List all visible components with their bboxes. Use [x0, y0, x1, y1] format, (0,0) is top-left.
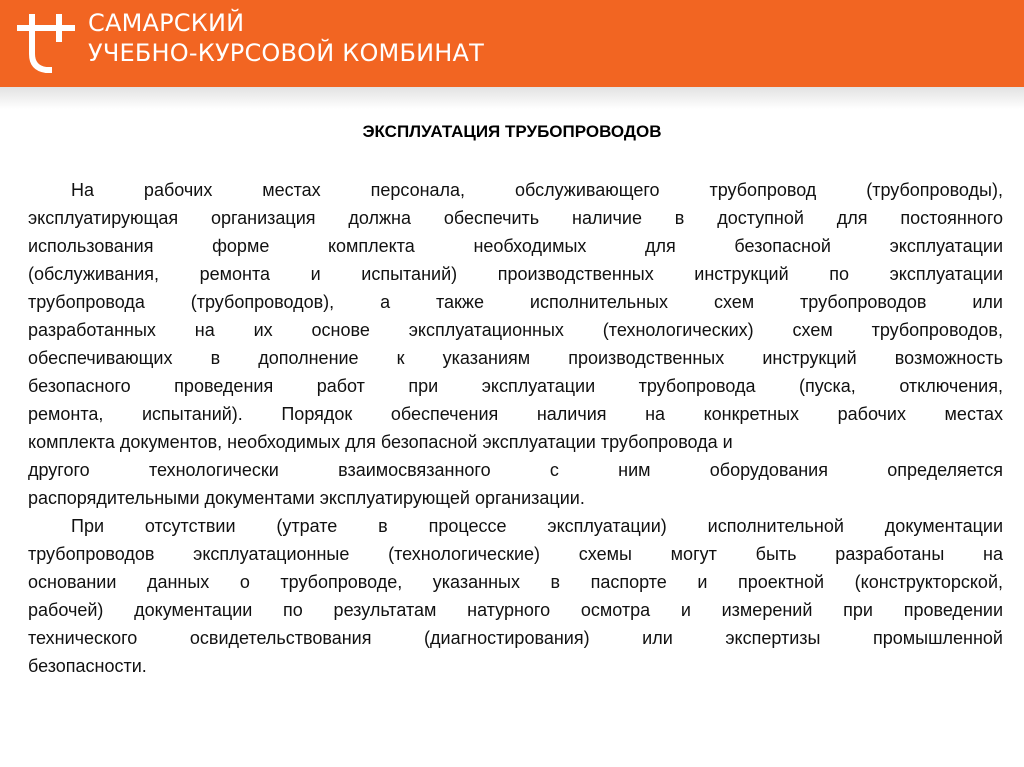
brand-name — [88, 8, 484, 68]
text-line: При отсутствии (утрате в процессе эксплуатации) исполнительной документации — [71, 516, 1003, 536]
body-text — [28, 176, 1003, 680]
header-bar — [0, 0, 1024, 87]
text-line: использования форме комплекта необходимых для безопасной эксплуатации — [28, 236, 1003, 256]
text-line: безопасного проведения работ при эксплуатации трубопровода (пуска, отключения, — [28, 376, 1003, 396]
brand-line-2: УЧЕБНО-КУРСОВОЙ КОМБИНАТ — [88, 39, 485, 67]
paragraph-2 — [28, 512, 1003, 680]
text-line: разработанных на их основе эксплуатационных (технологических) схем трубопроводов, — [28, 320, 1003, 340]
text-line: технического освидетельствования (диагностирования) или экспертизы промышленной — [28, 628, 1003, 648]
text-line: (обслуживания, ремонта и испытаний) производственных инструкций по эксплуатации — [28, 264, 1003, 284]
text-line: трубопроводов эксплуатационные (технологические) схемы могут быть разработаны на — [28, 544, 1003, 564]
text-line: безопасности. — [28, 656, 147, 676]
text-line: обеспечивающих в дополнение к указаниям производственных инструкций возможность — [28, 348, 1003, 368]
text-line: комплекта документов, необходимых для безопасной эксплуатации трубопровода и — [28, 432, 733, 452]
text-line: ремонта, испытаний). Порядок обеспечения наличия на конкретных рабочих местах — [28, 404, 1003, 424]
page-title: ЭКСПЛУАТАЦИЯ ТРУБОПРОВОДОВ — [362, 122, 662, 141]
paragraph-1 — [28, 176, 1003, 512]
tt-cross-logo-icon — [14, 10, 78, 76]
text-line: трубопровода (трубопроводов), а также исполнительных схем трубопроводов или — [28, 292, 1003, 312]
text-line: рабочей) документации по результатам натурного осмотра и измерений при проведении — [28, 600, 1003, 620]
text-line: основании данных о трубопроводе, указанных в паспорте и проектной (конструкторской, — [28, 572, 1003, 592]
header-shadow — [0, 87, 1024, 109]
text-line: эксплуатирующая организация должна обеспечить наличие в доступной для постоянного — [28, 208, 1003, 228]
text-line: другого технологически взаимосвязанного с ним оборудования определяется — [28, 460, 1003, 480]
brand-line-1: САМАРСКИЙ — [88, 9, 245, 37]
text-line: На рабочих местах персонала, обслуживающего трубопровод (трубопроводы), — [71, 180, 1003, 200]
text-line: распорядительными документами эксплуатирующей организации. — [28, 488, 585, 508]
